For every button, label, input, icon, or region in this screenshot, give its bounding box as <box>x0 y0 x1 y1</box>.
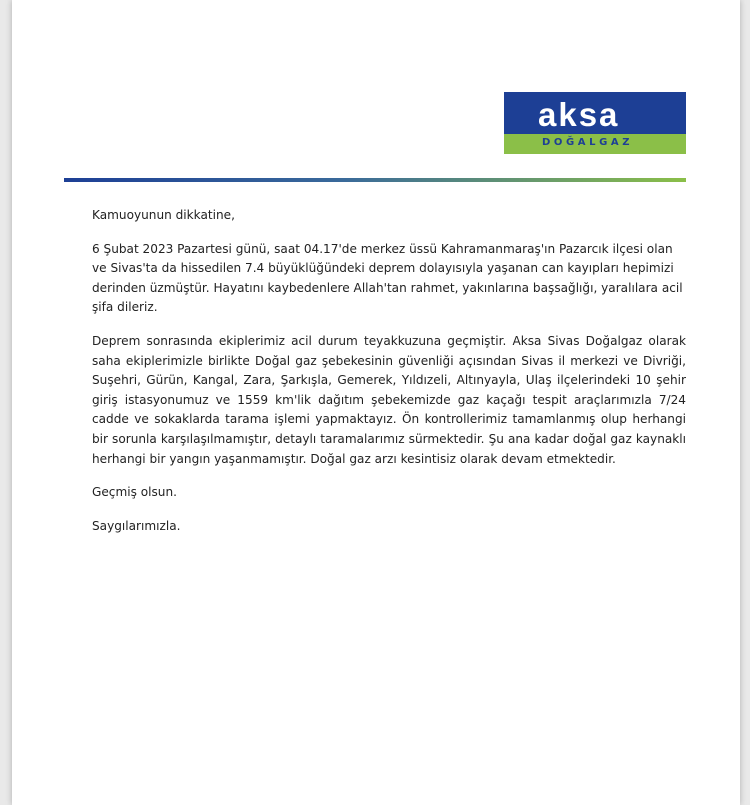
closing-regards: Saygılarımızla. <box>92 518 181 533</box>
aksa-dogalgaz-logo <box>504 92 686 154</box>
letter-body <box>92 206 686 550</box>
salutation: Kamuoyunun dikkatine, <box>92 208 235 222</box>
closing-wish: Geçmiş olsun. <box>92 485 177 500</box>
header-divider <box>64 178 686 182</box>
logo-brand-text: aksa <box>538 96 620 133</box>
paragraph-condolence: 6 Şubat 2023 Pazartesi günü, saat 04.17'de merkez üssü Kahramanmaraş'ın Pazarcık ilçesi olan ve Sivas'ta da hissedilen 7.4 büyüklüğündeki deprem dolayısıyla yaşanan can kayıpları hepimizi derinden üzmüştür. Hayatını kaybedenlere Allah'tan rahmet, yakınlarına başsağlığı, yaralılara acil şifa dileriz. <box>92 241 683 315</box>
logo-sub-text: DOĞALGAZ <box>542 137 634 148</box>
paragraph-gas-safety: Deprem sonrasında ekiplerimiz acil durum teyakkuzuna geçmiştir. Aksa Sivas Doğalgaz olarak saha ekiplerimizle birlikte Doğal gaz şebekesinin güvenliği açısından Sivas il merkezi ve Divriği, Suşehri, Gürün, Kangal, Zara, Şarkışla, Gemerek, Yıldızeli, Altınyayla, Ulaş ilçelerindeki 10 şehir giriş istasyonumuz ve 1559 km'lik dağıtım şebekemizde gaz kaçağı tespit araçlarımızla 7/24 cadde ve sokaklarda tarama işlemi yapmaktayız. Ön kontrollerimiz tamamlanmış olup herhangi bir sorunla karşılaşılmamıştır, detaylı taramalarımız sürmektedir. Şu ana kadar doğal gaz kaynaklı herhangi bir yangın yaşanmamıştır. Doğal gaz arzı kesintisiz olarak devam etmektedir. <box>92 333 686 466</box>
document-page <box>12 0 740 805</box>
